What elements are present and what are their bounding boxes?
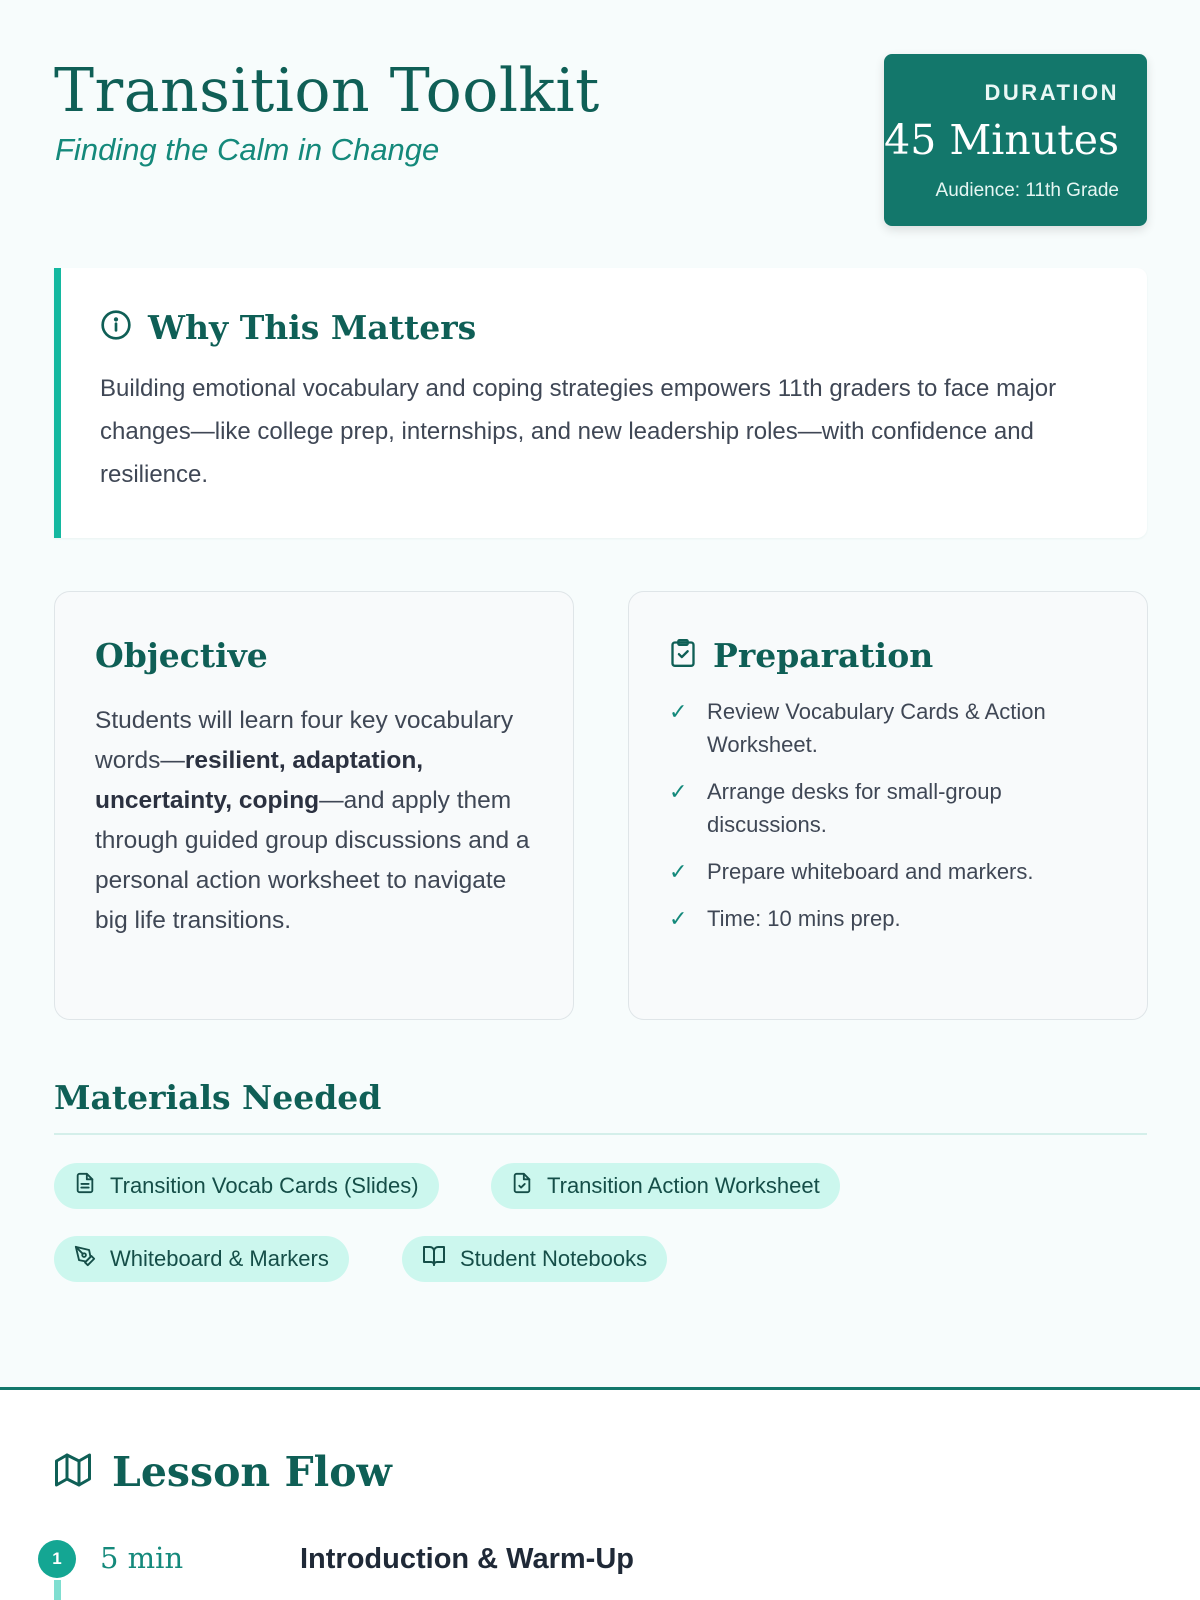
duration-label: DURATION	[984, 80, 1119, 105]
prep-item-text: Prepare whiteboard and markers.	[707, 859, 1034, 884]
material-chip-vocab-cards	[54, 1163, 439, 1209]
file-check-icon	[511, 1171, 533, 1201]
preparation-list	[669, 695, 1107, 935]
list-item	[669, 902, 1107, 935]
list-item	[669, 695, 1107, 761]
step-duration: 5 min	[100, 1541, 184, 1575]
step-number-badge: 1	[38, 1540, 76, 1578]
lesson-flow-title: Lesson Flow	[112, 1448, 392, 1496]
why-title: Why This Matters	[148, 308, 477, 347]
book-open-icon	[422, 1244, 446, 1274]
check-icon: ✓	[669, 906, 688, 931]
pen-tool-icon	[74, 1244, 96, 1274]
audience-label: Audience: 11th Grade	[935, 180, 1119, 201]
objective-text	[95, 701, 533, 941]
duration-card	[884, 54, 1147, 226]
objective-text-start: Students will learn four key vocabulary words—	[95, 707, 514, 774]
material-label: Transition Vocab Cards (Slides)	[110, 1173, 419, 1198]
objective-card	[54, 591, 574, 1020]
check-icon: ✓	[669, 859, 688, 884]
material-chip-worksheet	[491, 1163, 840, 1209]
document-icon	[74, 1171, 96, 1201]
material-chip-whiteboard	[54, 1236, 349, 1282]
material-label: Transition Action Worksheet	[547, 1173, 820, 1198]
material-label: Whiteboard & Markers	[110, 1246, 329, 1271]
prep-item-text: Review Vocabulary Cards & Action Worksheet.	[707, 699, 1046, 757]
prep-item-text: Arrange desks for small-group discussions.	[707, 779, 1002, 837]
material-chip-notebooks	[402, 1236, 667, 1282]
map-icon	[54, 1452, 92, 1493]
info-icon	[100, 309, 132, 346]
why-text: Building emotional vocabulary and coping strategies empowers 11th graders to face major changes—like college prep, internships, and new leadership roles—with confidence and resilience.	[100, 375, 1057, 488]
list-item	[669, 855, 1107, 888]
lesson-flow-header	[54, 1448, 392, 1496]
duration-value: 45 Minutes	[884, 116, 1119, 164]
objective-vocab-words: resilient, adaptation, uncertainty, coping	[95, 747, 424, 814]
check-icon: ✓	[669, 699, 688, 724]
materials-title: Materials Needed	[54, 1078, 382, 1117]
preparation-title: Preparation	[713, 636, 934, 675]
timeline-line	[54, 1580, 61, 1600]
material-label: Student Notebooks	[460, 1246, 648, 1271]
clipboard-check-icon	[669, 637, 697, 674]
objective-title: Objective	[95, 636, 268, 675]
prep-item-text: Time: 10 mins prep.	[707, 906, 901, 931]
step-title: Introduction & Warm-Up	[300, 1543, 634, 1575]
page-title: Transition Toolkit	[54, 56, 600, 126]
list-item	[669, 775, 1107, 841]
why-this-matters-callout	[54, 268, 1147, 538]
preparation-card	[628, 591, 1148, 1020]
objective-text-end: —and apply them through guided group discussions and a personal action worksheet to navigate big life transitions.	[95, 787, 530, 934]
check-icon: ✓	[669, 779, 688, 804]
materials-divider	[54, 1133, 1147, 1135]
page-subtitle: Finding the Calm in Change	[55, 132, 440, 167]
